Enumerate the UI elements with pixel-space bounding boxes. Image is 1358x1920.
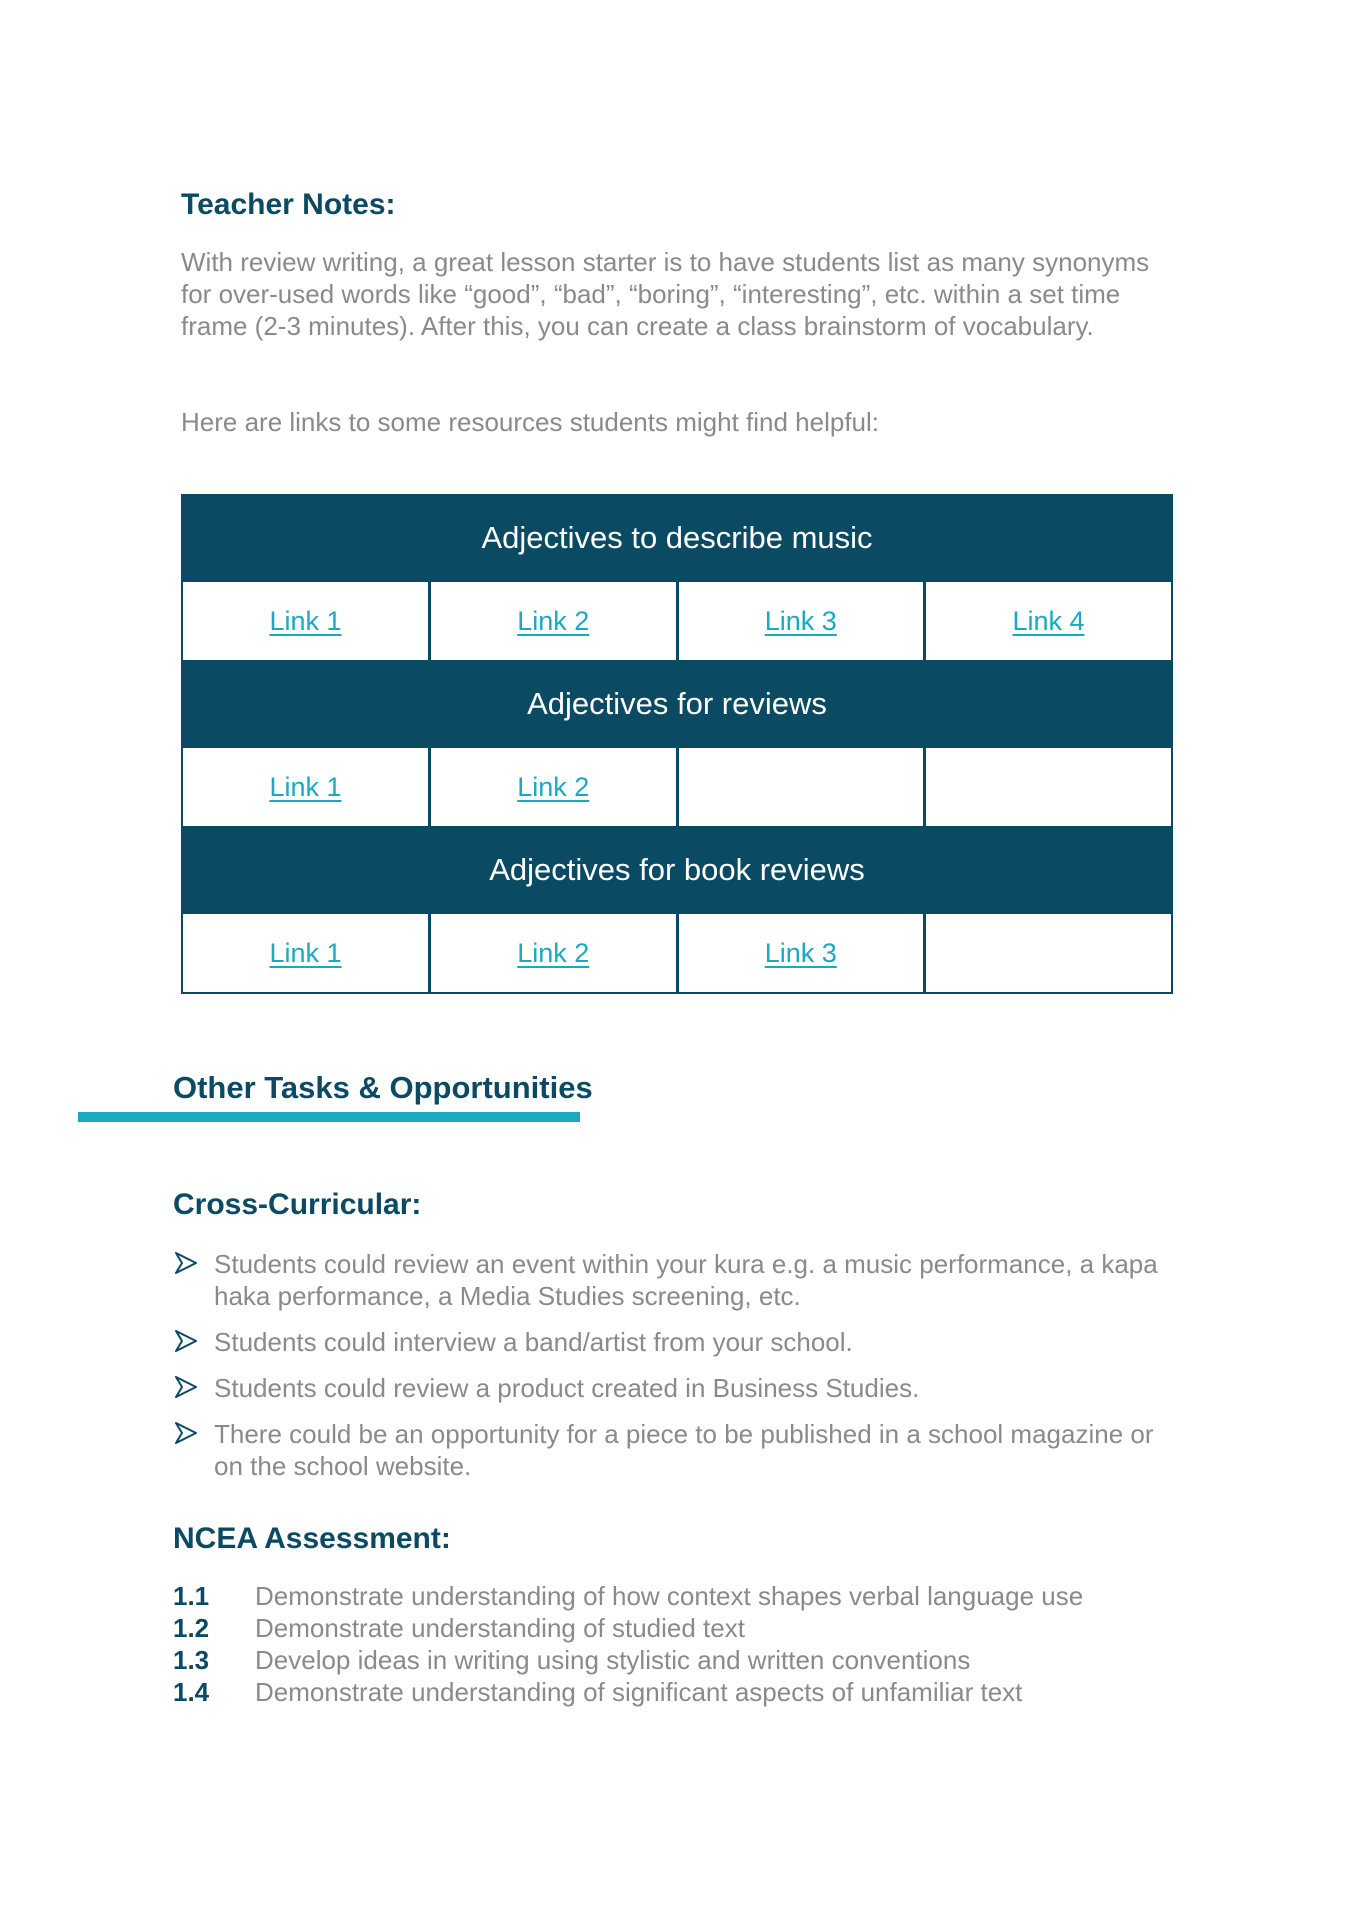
links-intro: Here are links to some resources students might find helpful: <box>181 407 880 437</box>
list-item <box>173 1580 1083 1612</box>
book-reviews-link-3[interactable]: Link 3 <box>764 937 837 968</box>
ncea-standards-list <box>173 1580 1083 1708</box>
table-cell <box>677 913 925 993</box>
table-cell-empty <box>925 913 1173 993</box>
music-link-1[interactable]: Link 1 <box>269 605 342 636</box>
standard-description: Demonstrate understanding of studied text <box>255 1613 745 1643</box>
standard-description: Demonstrate understanding of how context shapes verbal language use <box>255 1581 1084 1611</box>
standard-number: 1.3 <box>173 1645 210 1675</box>
table-section-title-music: Adjectives to describe music <box>182 495 1172 581</box>
book-reviews-link-1[interactable]: Link 1 <box>269 937 342 968</box>
list-item <box>172 1248 1182 1312</box>
reviews-link-2[interactable]: Link 2 <box>517 771 590 802</box>
teacher-notes-heading: Teacher Notes: <box>181 188 396 221</box>
table-cell <box>925 581 1173 661</box>
standard-number: 1.2 <box>173 1613 210 1643</box>
reviews-link-1[interactable]: Link 1 <box>269 771 342 802</box>
cross-curricular-item-text: There could be an opportunity for a piece to be published in a school magazine or on the school website. <box>214 1419 1154 1481</box>
table-row <box>182 913 1172 993</box>
table-cell <box>182 581 430 661</box>
table-cell-empty <box>677 747 925 827</box>
list-item <box>172 1326 1182 1358</box>
list-item <box>173 1644 1083 1676</box>
table-section-title-reviews: Adjectives for reviews <box>182 661 1172 747</box>
table-cell <box>677 581 925 661</box>
arrowhead-bullet-icon <box>174 1421 198 1445</box>
table-cell <box>182 747 430 827</box>
arrowhead-bullet-icon <box>174 1375 198 1399</box>
cross-curricular-item-text: Students could review an event within your kura e.g. a music performance, a kapa haka performance, a Media Studies screening, etc. <box>214 1249 1158 1311</box>
music-link-3[interactable]: Link 3 <box>764 605 837 636</box>
table-cell <box>430 913 678 993</box>
table-row <box>182 747 1172 827</box>
cross-curricular-list <box>172 1248 1182 1496</box>
cross-curricular-item-text: Students could interview a band/artist from your school. <box>214 1327 853 1357</box>
table-cell <box>430 581 678 661</box>
list-item <box>172 1418 1182 1482</box>
standard-number: 1.4 <box>173 1677 210 1707</box>
standard-description: Demonstrate understanding of significant aspects of unfamiliar text <box>255 1677 1023 1707</box>
cross-curricular-item-text: Students could review a product created in Business Studies. <box>214 1373 920 1403</box>
list-item <box>172 1372 1182 1404</box>
table-row <box>182 581 1172 661</box>
list-item <box>173 1612 1083 1644</box>
standard-number: 1.1 <box>173 1581 210 1611</box>
ncea-assessment-heading: NCEA Assessment: <box>173 1522 451 1555</box>
table-cell <box>182 913 430 993</box>
list-item <box>173 1676 1083 1708</box>
table-cell-empty <box>925 747 1173 827</box>
section-accent-underline <box>78 1112 580 1122</box>
cross-curricular-heading: Cross-Curricular: <box>173 1188 422 1221</box>
arrowhead-bullet-icon <box>174 1329 198 1353</box>
music-link-4[interactable]: Link 4 <box>1012 605 1085 636</box>
resource-links-table <box>181 494 1173 994</box>
book-reviews-link-2[interactable]: Link 2 <box>517 937 590 968</box>
arrowhead-bullet-icon <box>174 1251 198 1275</box>
teacher-notes-paragraph: With review writing, a great lesson starter is to have students list as many synonyms for over-used words like “good”, “bad”, “boring”, “interesting”, etc. within a set time frame (2-3 minutes). After this, you can create a class brainstorm of vocabulary. <box>181 247 1150 341</box>
standard-description: Develop ideas in writing using stylistic and written conventions <box>255 1645 971 1675</box>
music-link-2[interactable]: Link 2 <box>517 605 590 636</box>
table-section-title-book-reviews: Adjectives for book reviews <box>182 827 1172 913</box>
table-cell <box>430 747 678 827</box>
other-tasks-heading: Other Tasks & Opportunities <box>173 1070 593 1105</box>
